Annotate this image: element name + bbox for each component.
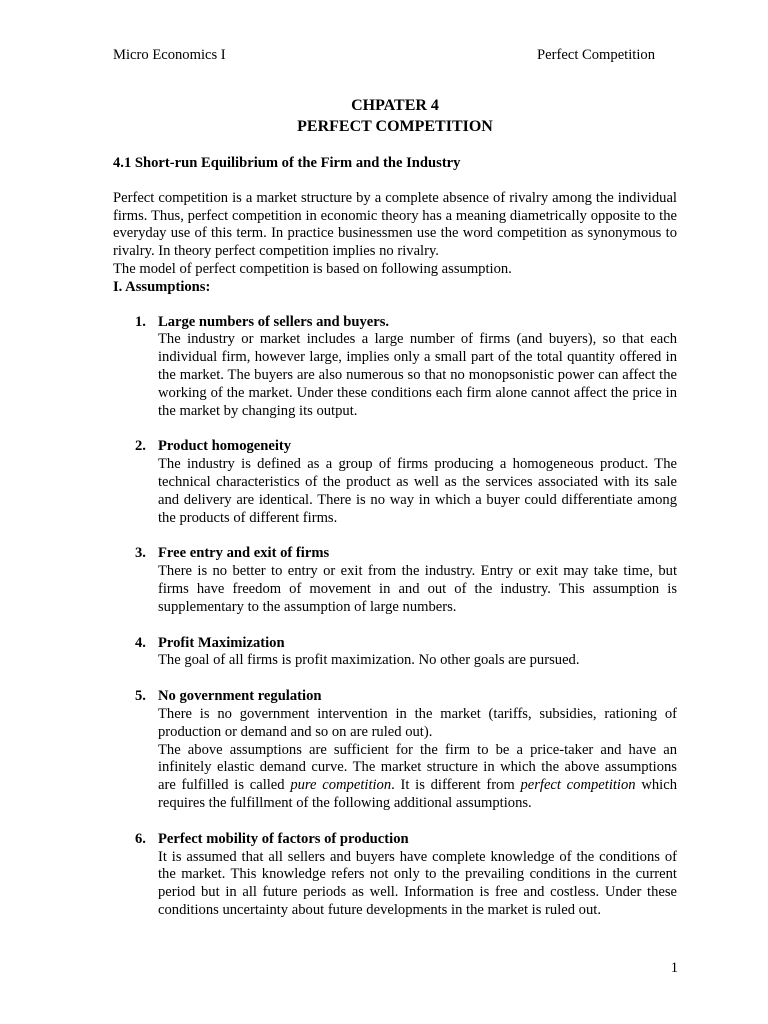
list-item-text: There is no government intervention in the market (tariffs, subsidies, rationing of production or demand and so on are ruled out).: [158, 705, 677, 740]
list-item-title: Free entry and exit of firms: [158, 545, 330, 562]
intro-paragraph: Perfect competition is a market structure by a complete absence of rivalry among the individual firms. Thus, perfect competition in economic theory has a meaning diametrically opposite to the everyday use of this term. In practice businessmen use the word competition as synonymous to rivalry. In theory perfect competition implies no rivalry.: [113, 189, 677, 260]
chapter-number: CHPATER 4: [351, 97, 439, 114]
list-item-number: 3.: [135, 545, 146, 562]
list-item-title: No government regulation: [158, 688, 322, 705]
pure-competition-paragraph: [158, 742, 677, 813]
page-body: [113, 95, 677, 938]
list-item-text: It is assumed that all sellers and buyers have complete knowledge of the conditions of the market. This knowledge refers not only to the prevailing conditions in the current period but in all future periods as well. Information is free and costless. Under these conditions uncertainty about future developments in the market is ruled out.: [158, 848, 677, 918]
list-item-number: 5.: [135, 688, 146, 705]
list-item-text: There is no better to entry or exit from the industry. Entry or exit may take time, but firms have freedom of movement in and out of the industry. This assumption is supplementary to the assumption of large numbers.: [158, 563, 677, 615]
list-item: [113, 688, 677, 813]
paragraph-text: which requires the fulfillment of the following additional assumptions.: [158, 777, 677, 811]
list-item-number: 2.: [135, 438, 146, 455]
list-item-number: 1.: [135, 313, 146, 330]
list-item-title: Perfect mobility of factors of production: [158, 830, 409, 847]
paragraph-text: . It is different from: [391, 777, 521, 794]
page-number: 1: [670, 960, 678, 976]
list-item-title: Profit Maximization: [158, 634, 285, 651]
section-heading: 4.1 Short-run Equilibrium of the Firm and the Industry: [113, 155, 461, 171]
list-item-number: 4.: [135, 634, 146, 651]
assumptions-heading: I. Assumptions:: [113, 278, 211, 295]
model-line: The model of perfect competition is based on following assumption.: [113, 260, 512, 277]
list-item: [113, 545, 677, 616]
header-course-name: Micro Economics I: [113, 47, 226, 63]
list-item: [113, 438, 677, 527]
list-item-text: The industry or market includes a large number of firms (and buyers), so that each individual firm, however large, implies only a small part of the total quantity offered in the market. The buyers are also numerous so that no monopsonistic power can affect the working of the market. Under these conditions each firm alone cannot affect the price in the market by changing its output.: [158, 331, 677, 419]
header-topic: Perfect Competition: [537, 47, 655, 63]
list-item-title: Product homogeneity: [158, 438, 292, 455]
assumptions-list: [113, 314, 677, 920]
list-item: [113, 831, 677, 920]
pure-competition-term: pure competition: [290, 777, 392, 794]
list-item-text: The industry is defined as a group of firms producing a homogeneous product. The technical characteristics of the product as well as the services associated with its sale and delivery are identical. There is no way in which a buyer could differentiate among the products of different firms.: [158, 456, 677, 526]
paragraph-text: The above assumptions are sufficient for the firm to be a price-taker and have an infinitely elastic demand curve. The market structure in which the above assumptions are fulfilled is called: [158, 741, 677, 794]
list-item-number: 6.: [135, 830, 146, 847]
perfect-competition-term: perfect competition: [520, 777, 636, 794]
list-item: [113, 635, 677, 671]
list-item-title: Large numbers of sellers and buyers.: [158, 313, 390, 330]
chapter-title: PERFECT COMPETITION: [297, 118, 493, 135]
list-item: [113, 314, 677, 421]
list-item-text: The goal of all firms is profit maximization. No other goals are pursued.: [158, 652, 580, 669]
